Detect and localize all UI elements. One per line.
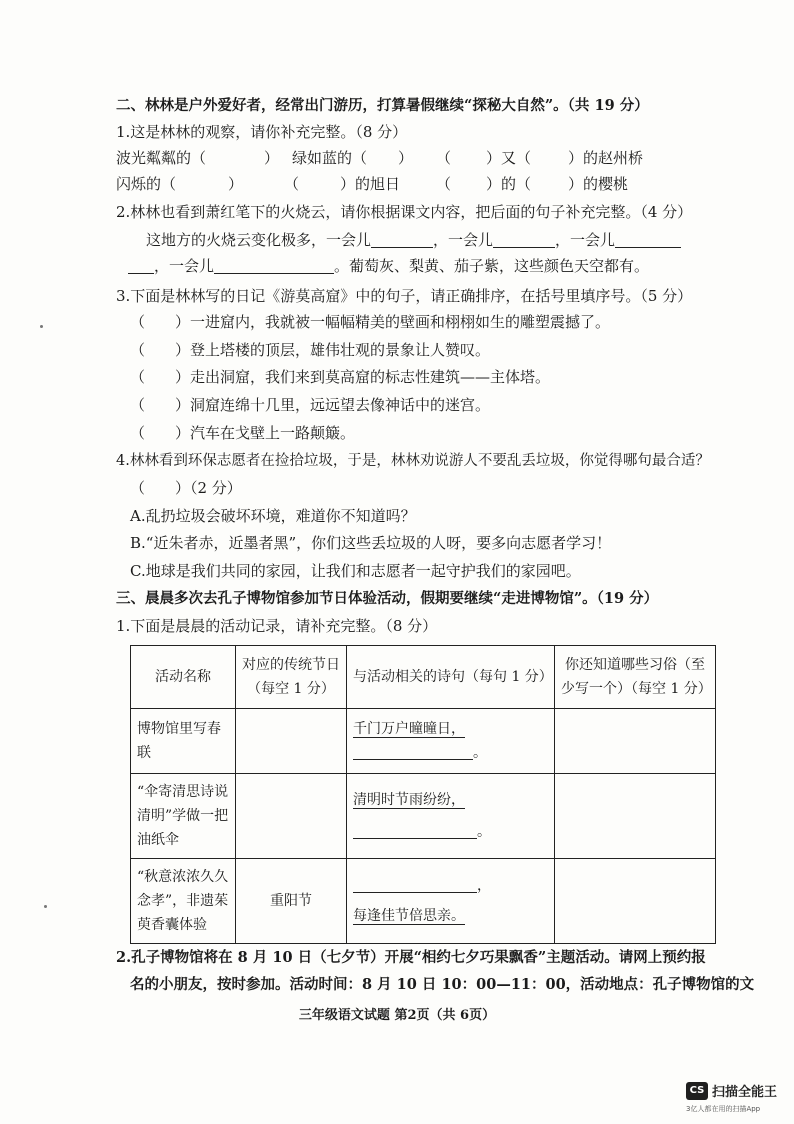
sentence-text: ，一会儿 — [154, 257, 215, 275]
poem-punctuation: 。 — [473, 745, 487, 761]
sentence-text: ，一会儿 — [433, 231, 494, 249]
festival-cell: 重阳节 — [236, 859, 347, 944]
fill-in-text: 闪烁的（ — [116, 175, 177, 193]
fill-in-text: ） — [228, 175, 244, 193]
fill-in-text: （ — [436, 149, 452, 167]
scanner-watermark — [686, 1080, 778, 1113]
sentence-text: ，一会儿 — [555, 231, 616, 249]
fill-in-text: ）的赵州桥 — [568, 149, 644, 167]
answer-bracket[interactable]: （ ）（2 分） — [130, 479, 242, 497]
customs-answer-cell[interactable] — [555, 774, 716, 859]
header-customs: 你还知道哪些习俗（至少写一个）（每空 1 分） — [555, 646, 716, 709]
question-3-2-line-1: 2.孔子博物馆将在 8 月 10 日（七夕节）开展“相约七夕巧果飘香”主题活动。请网上预约报 — [116, 949, 706, 966]
table-row — [131, 859, 716, 944]
question-2-2-line-1 — [146, 230, 681, 250]
festival-answer-cell[interactable] — [236, 709, 347, 774]
poem-answer-blank[interactable] — [353, 876, 477, 893]
question-2-4-prompt: 4.林林看到环保志愿者在捡拾垃圾，于是，林林劝说游人不要乱丢垃圾，你觉得哪句最合适？ — [116, 453, 710, 469]
customs-answer-cell[interactable] — [555, 859, 716, 944]
section-3-title: 三、晨晨多次去孔子博物馆参加节日体验活动，假期要继续“走进博物馆”。（19 分） — [116, 590, 659, 607]
ordering-item[interactable]: （ ）登上塔楼的顶层，雄伟壮观的景象让人赞叹。 — [130, 341, 491, 359]
poem-given-line: 每逢佳节倍思亲。 — [353, 908, 465, 924]
answer-blank[interactable] — [493, 231, 555, 248]
fill-in-text: ）的旭日 — [340, 175, 401, 193]
activity-name-cell: 博物馆里写春联 — [131, 709, 236, 774]
customs-answer-cell[interactable] — [555, 709, 716, 774]
camscanner-logo-icon: CS — [686, 1082, 708, 1100]
poem-given-line: 清明时节雨纷纷， — [353, 792, 465, 808]
poem-cell — [347, 859, 555, 944]
watermark-name: 扫描全能王 — [712, 1085, 778, 1100]
scan-speck — [44, 905, 47, 908]
poem-cell — [347, 774, 555, 859]
fill-in-text: ）的樱桃 — [568, 175, 629, 193]
activity-record-table — [130, 645, 716, 944]
page-footer: 三年级语文试题 第2页（共 6页） — [298, 1008, 496, 1023]
poem-given-line: 千门万户曈曈日， — [353, 721, 465, 737]
activity-name-cell: “秋意浓浓久久念孝”，非遗茱萸香囊体验 — [131, 859, 236, 944]
poem-punctuation: ， — [477, 878, 491, 894]
section-2-title: 二、林林是户外爱好者，经常出门游历，打算暑假继续“探秘大自然”。（共 19 分） — [116, 97, 649, 114]
option-b[interactable]: B.“近朱者赤，近墨者黑”，你们这些丢垃圾的人呀，要多向志愿者学习！ — [130, 534, 612, 552]
fill-in-text: 波光粼粼的（ — [116, 149, 207, 167]
answer-blank[interactable] — [615, 231, 681, 248]
answer-blank[interactable] — [371, 231, 433, 248]
poem-punctuation: 。 — [477, 824, 491, 840]
question-3-1-prompt: 1.下面是晨晨的活动记录，请补充完整。（8 分） — [116, 617, 438, 635]
poem-cell — [347, 709, 555, 774]
question-2-1-prompt: 1.这是林林的观察，请你补充完整。（8 分） — [116, 123, 408, 141]
ordering-item[interactable]: （ ）汽车在戈壁上一路颠簸。 — [130, 424, 356, 442]
answer-blank[interactable] — [128, 257, 154, 274]
fill-in-text: （ — [284, 175, 300, 193]
festival-answer-cell[interactable] — [236, 774, 347, 859]
sentence-text: 。葡萄灰、梨黄、茄子紫，这些颜色天空都有。 — [334, 257, 650, 275]
sentence-text: 这地方的火烧云变化极多，一会儿 — [146, 231, 372, 249]
option-a[interactable]: A.乱扔垃圾会破坏环境，难道你不知道吗？ — [130, 507, 416, 525]
fill-in-text: ） — [264, 149, 280, 167]
answer-blank[interactable] — [214, 257, 334, 274]
question-3-2-line-2: 名的小朋友，按时参加。活动时间：8 月 10 日 10：00—11：00，活动地点：孔子博物馆的文 — [130, 976, 755, 993]
ordering-item[interactable]: （ ）走出洞窟，我们来到莫高窟的标志性建筑——主体塔。 — [130, 368, 551, 386]
question-2-3-prompt: 3.下面是林林写的日记《游莫高窟》中的句子，请正确排序，在括号里填序号。（5 分） — [116, 287, 693, 305]
activity-name-cell: “伞寄清思诗说清明”学做一把油纸伞 — [131, 774, 236, 859]
ordering-item[interactable]: （ ）洞窟连绵十几里，远远望去像神话中的迷宫。 — [130, 396, 491, 414]
ordering-item[interactable]: （ ）一进窟内，我就被一幅幅精美的壁画和栩栩如生的雕塑震撼了。 — [130, 313, 611, 331]
table-row — [131, 709, 716, 774]
header-festival: 对应的传统节日（每空 1 分） — [236, 646, 347, 709]
header-activity-name: 活动名称 — [131, 646, 236, 709]
question-2-2-line-2 — [128, 256, 649, 276]
poem-answer-blank[interactable] — [353, 822, 477, 839]
header-poem: 与活动相关的诗句（每句 1 分） — [347, 646, 555, 709]
fill-in-text: （ — [436, 175, 452, 193]
fill-in-text: ）的（ — [486, 175, 532, 193]
fill-in-text: ）又（ — [486, 149, 532, 167]
table-header-row — [131, 646, 716, 709]
scan-speck — [40, 325, 43, 328]
poem-answer-blank[interactable] — [353, 743, 473, 760]
table-row — [131, 774, 716, 859]
question-2-2-prompt: 2.林林也看到萧红笔下的火烧云，请你根据课文内容，把后面的句子补充完整。（4 分） — [116, 203, 693, 221]
fill-in-text: ） — [398, 149, 414, 167]
option-c[interactable]: C.地球是我们共同的家园，让我们和志愿者一起守护我们的家园吧。 — [130, 562, 581, 580]
watermark-tagline: 3亿人都在用的扫描App — [686, 1105, 761, 1113]
fill-in-text: 绿如蓝的（ — [292, 149, 368, 167]
